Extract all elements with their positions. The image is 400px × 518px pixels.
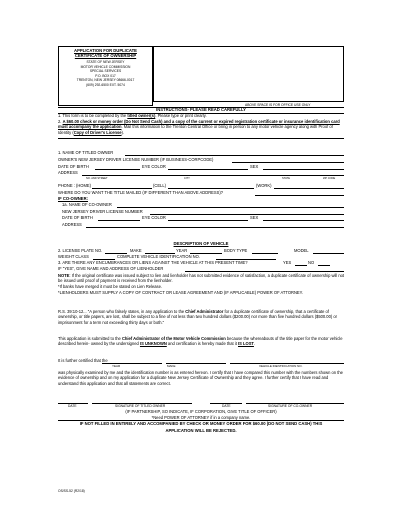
owner-eye-field[interactable] — [168, 169, 248, 170]
agency-line-4: P.O. BOX 017 — [95, 73, 116, 78]
note-bold: NOTE — [58, 273, 70, 278]
coowner-license-field[interactable] — [150, 214, 344, 215]
form-title-line1: APPLICATION FOR DUPLICATE — [74, 48, 137, 53]
instruction-item-2 — [58, 119, 346, 135]
instruction-1-bold: titled owner(s) — [127, 113, 156, 118]
address-sub-street: NO. AND STREET — [86, 176, 108, 180]
instruction-2-bold-end: Copy of Driver's License — [73, 129, 122, 135]
phone-cell-field[interactable] — [168, 188, 254, 189]
office-use-label: ABOVE SPACE IS FOR OFFICE USE ONLY — [245, 102, 311, 107]
instruction-1-pre: 1. This form is to be completed by the — [58, 113, 128, 118]
instruction-2-post: . Mail this information to the Trenton Central Office or bring in person to any motor vehicle agency along with Proof of Identity ( — [58, 124, 333, 135]
form-title-line2: CERTIFICATE OF OWNERSHIP — [74, 53, 137, 58]
coowner-license-label: NEW JERSEY DRIVER LICENSE NUMBER — [62, 208, 143, 214]
vehicle-heading: DESCRIPTION OF VEHICLE — [173, 241, 229, 246]
agency-line-3: SPECIAL SERVICES — [89, 69, 122, 73]
instruction-item-1 — [58, 113, 207, 118]
submit-lost: IS LOST — [238, 341, 254, 347]
phone-home-field[interactable] — [92, 188, 152, 189]
owner-sex-field[interactable] — [263, 169, 344, 170]
agency-line-1: STATE OF NEW JERSEY — [86, 60, 125, 64]
agency-line-6: (609) 292-6500 EXT. 5074 — [86, 82, 125, 87]
make-label: MAKE — [130, 248, 142, 253]
weight-class-label: WEIGHT CLASS — [58, 254, 89, 259]
statute-paragraph — [58, 309, 346, 325]
instructions-rule-end — [58, 138, 344, 139]
model-label: MODEL — [294, 248, 309, 253]
mail-title-field[interactable] — [255, 195, 344, 196]
address-sub-zip: ZIP CODE — [323, 176, 336, 180]
statute-post: for a duplicate certificate of ownership, that a certificate of ownership, or title papers, are lost, shall be subject to a fine of not less than two hundred dollars ($200.00) nor more than five hundred dollars ($500.00) or imprisonment for a term not exceeding thirty days or both." — [58, 309, 337, 325]
lienholder-label: IF "YES", GIVE NAME AND ADDRESS OF LIENHOLDER — [58, 266, 164, 271]
warning-line-2: APPLICATION WILL BE REJECTED. — [165, 428, 237, 433]
address-sub-state: STATE — [282, 176, 290, 180]
coowner-eye-field[interactable] — [168, 220, 248, 221]
owner-eye-label: EYE COLOR — [142, 163, 166, 169]
phone-cell-label: (CELL) — [153, 182, 166, 188]
owner-dob-label: DATE OF BIRTH — [58, 163, 89, 169]
address-sub-city: CITY — [184, 176, 190, 180]
lienholder-field[interactable] — [185, 271, 344, 272]
coowner-sex-field[interactable] — [263, 220, 344, 221]
model-field[interactable] — [313, 253, 344, 254]
certify-paragraph: was physically examined by me and the identification number is as entered hereon. I certify that I have compared this number with the numbers shown on the evidence of ownership and on my application for a duplicate New Jersey Certificate of Ownership and they agree. I further certify that I have read and understand this application and that all statements are correct. — [58, 370, 343, 386]
coowner-dob-label: DATE OF BIRTH — [62, 215, 93, 220]
certify-make-sub: MAKE — [167, 364, 176, 368]
instructions-title: INSTRUCTIONS- PLEASE READ CAREFULLY — [156, 107, 246, 112]
submit-mid: because the whereabouts of the title paper for the motor vehicle described herein- owned by the undersigned — [58, 336, 343, 347]
owner-sex-label: SEX — [250, 163, 259, 169]
instruction-2-close: ). — [121, 129, 125, 135]
owner-name-label: 1. NAME OF TITLED OWNER — [58, 150, 114, 155]
coowner-name-label: 1a. NAME OF CO-OWNER — [62, 202, 112, 207]
agency-line-5: TRENTON, NEW JERSEY 08666-0017 — [76, 78, 135, 82]
partnership-note: (IF PARTNERSHIP, SO INDICATE, IF CORPORATION, GIVE TITLE OF OFFICER) — [125, 409, 277, 414]
coowner-signature-label: SIGNATURE OF CO-OWNER — [268, 404, 313, 408]
coowner-dob-field[interactable] — [98, 220, 140, 221]
submission-paragraph — [58, 336, 346, 347]
lien-no-field[interactable] — [318, 265, 330, 266]
bank-merge-note: *If banks have merged it must be stated on Lien Release. — [58, 284, 162, 289]
form-code: OS/SS-52 (R2/18) — [58, 489, 85, 493]
certify-year-sub: YEAR — [112, 364, 121, 368]
lienholder-contract-note: *LIENHOLDERS MUST SUPPLY A COPY OF CONTRACT OR LEASE AGREEMENT AND (IF APPLICABLE) POWER OF ATTORNEY. — [58, 290, 304, 295]
mail-title-label: WHERE DO YOU WANT THE TITLE MAILED (IF DIFFERENT THAN ABOVE ADDRESS)? — [58, 189, 223, 195]
agency-line-2: MOTOR VEHICLE COMMISSION — [80, 64, 131, 69]
coowner-eye-label: EYE COLOR — [142, 215, 166, 220]
lien-note — [58, 273, 346, 284]
vin-label: COMPLETE VEHICLE IDENTIFICATION NO. — [117, 254, 200, 259]
owner-dob-field[interactable] — [95, 169, 140, 170]
owner-address-label: ADDRESS — [58, 170, 78, 175]
instruction-1-post: . Please type or print clearly. — [155, 113, 207, 118]
phone-work-label: (WORK) — [256, 182, 272, 188]
owner-signature-label: SIGNATURE OF TITLED OWNER — [115, 404, 166, 408]
phone-home-label: PHONE : (HOME) — [58, 182, 91, 188]
body-type-label: BODY TYPE — [224, 248, 248, 253]
submit-bold: Chief Administrator of the Motor Vehicle Commission — [121, 336, 226, 341]
year-label: YEAR — [176, 248, 188, 253]
warning-line-1: IF NOT FILLED IN ENTIRELY AND ACCOMPANIED BY CHECK OR MONEY ORDER FOR $60.00 (DO NOT SEND CASH) THIS — [79, 421, 323, 426]
coowner-heading: IF CO-OWNER: — [58, 196, 89, 201]
owner-license-label: OWNER'S NEW JERSEY DRIVER LICENSE NUMBER (IF BUSINESS-CORPCODE) — [58, 157, 214, 162]
coowner-name-field[interactable] — [117, 207, 344, 208]
plate-label: 2. LICENSE PLATE NO. — [58, 248, 103, 253]
submit-mid2: and certification is hereby made that it — [166, 341, 239, 347]
instruction-2-pre: 2. — [58, 119, 63, 124]
certify-year-field[interactable] — [102, 363, 162, 364]
coowner-address-label: ADDRESS — [62, 221, 82, 227]
lien-question: 3. ARE THERE ANY ENCUMBRANCES OR LIENS AGAINST THE VEHICLE AT THIS PRESENT TIME? — [58, 260, 248, 265]
poa-note: *Need POWER OF ATTORNEY if in a company name. — [151, 414, 251, 420]
phone-work-field[interactable] — [274, 188, 344, 189]
body-type-field[interactable] — [252, 253, 278, 254]
owner-name-field[interactable] — [125, 155, 344, 156]
submit-unknown: IS UNKNOWN — [139, 341, 167, 347]
note-text: : If the original certificate was issued subject to lien and lienholder has not submitted evidence of satisfaction, a duplicate certificate of ownership will not be issued until proof of payment is received from the lienholder. — [58, 273, 345, 284]
certify-label: It is further certified that the — [58, 358, 108, 363]
coowner-sex-label: SEX — [250, 215, 259, 220]
owner-license-field[interactable] — [232, 162, 344, 163]
lien-no-label: NO — [308, 260, 315, 265]
certify-vin-sub: VEHICLE IDENTIFICATION NO. — [259, 364, 303, 368]
statute-pre: R.S. 39:10-12... "A person who falsely states, in any application to the — [58, 309, 186, 314]
lien-yes-label: YES — [283, 260, 292, 265]
date1-label: DATE — [68, 404, 77, 408]
coowner-address-field[interactable] — [86, 227, 344, 228]
owner-address-field[interactable] — [82, 175, 344, 176]
submit-pre: This application is submitted to the — [58, 336, 122, 341]
lien-yes-field[interactable] — [295, 265, 307, 266]
instruction-2-bold: A $60.00 check or money order (Do Not Send Cash) and a copy of the current or expired registration certificate or insurance identification card must accompany the application — [58, 119, 340, 130]
date2-label: DATE — [222, 404, 231, 408]
submit-end: . — [253, 341, 256, 347]
statute-bold: Chief Administrator — [185, 309, 224, 314]
office-use-box — [153, 46, 344, 102]
